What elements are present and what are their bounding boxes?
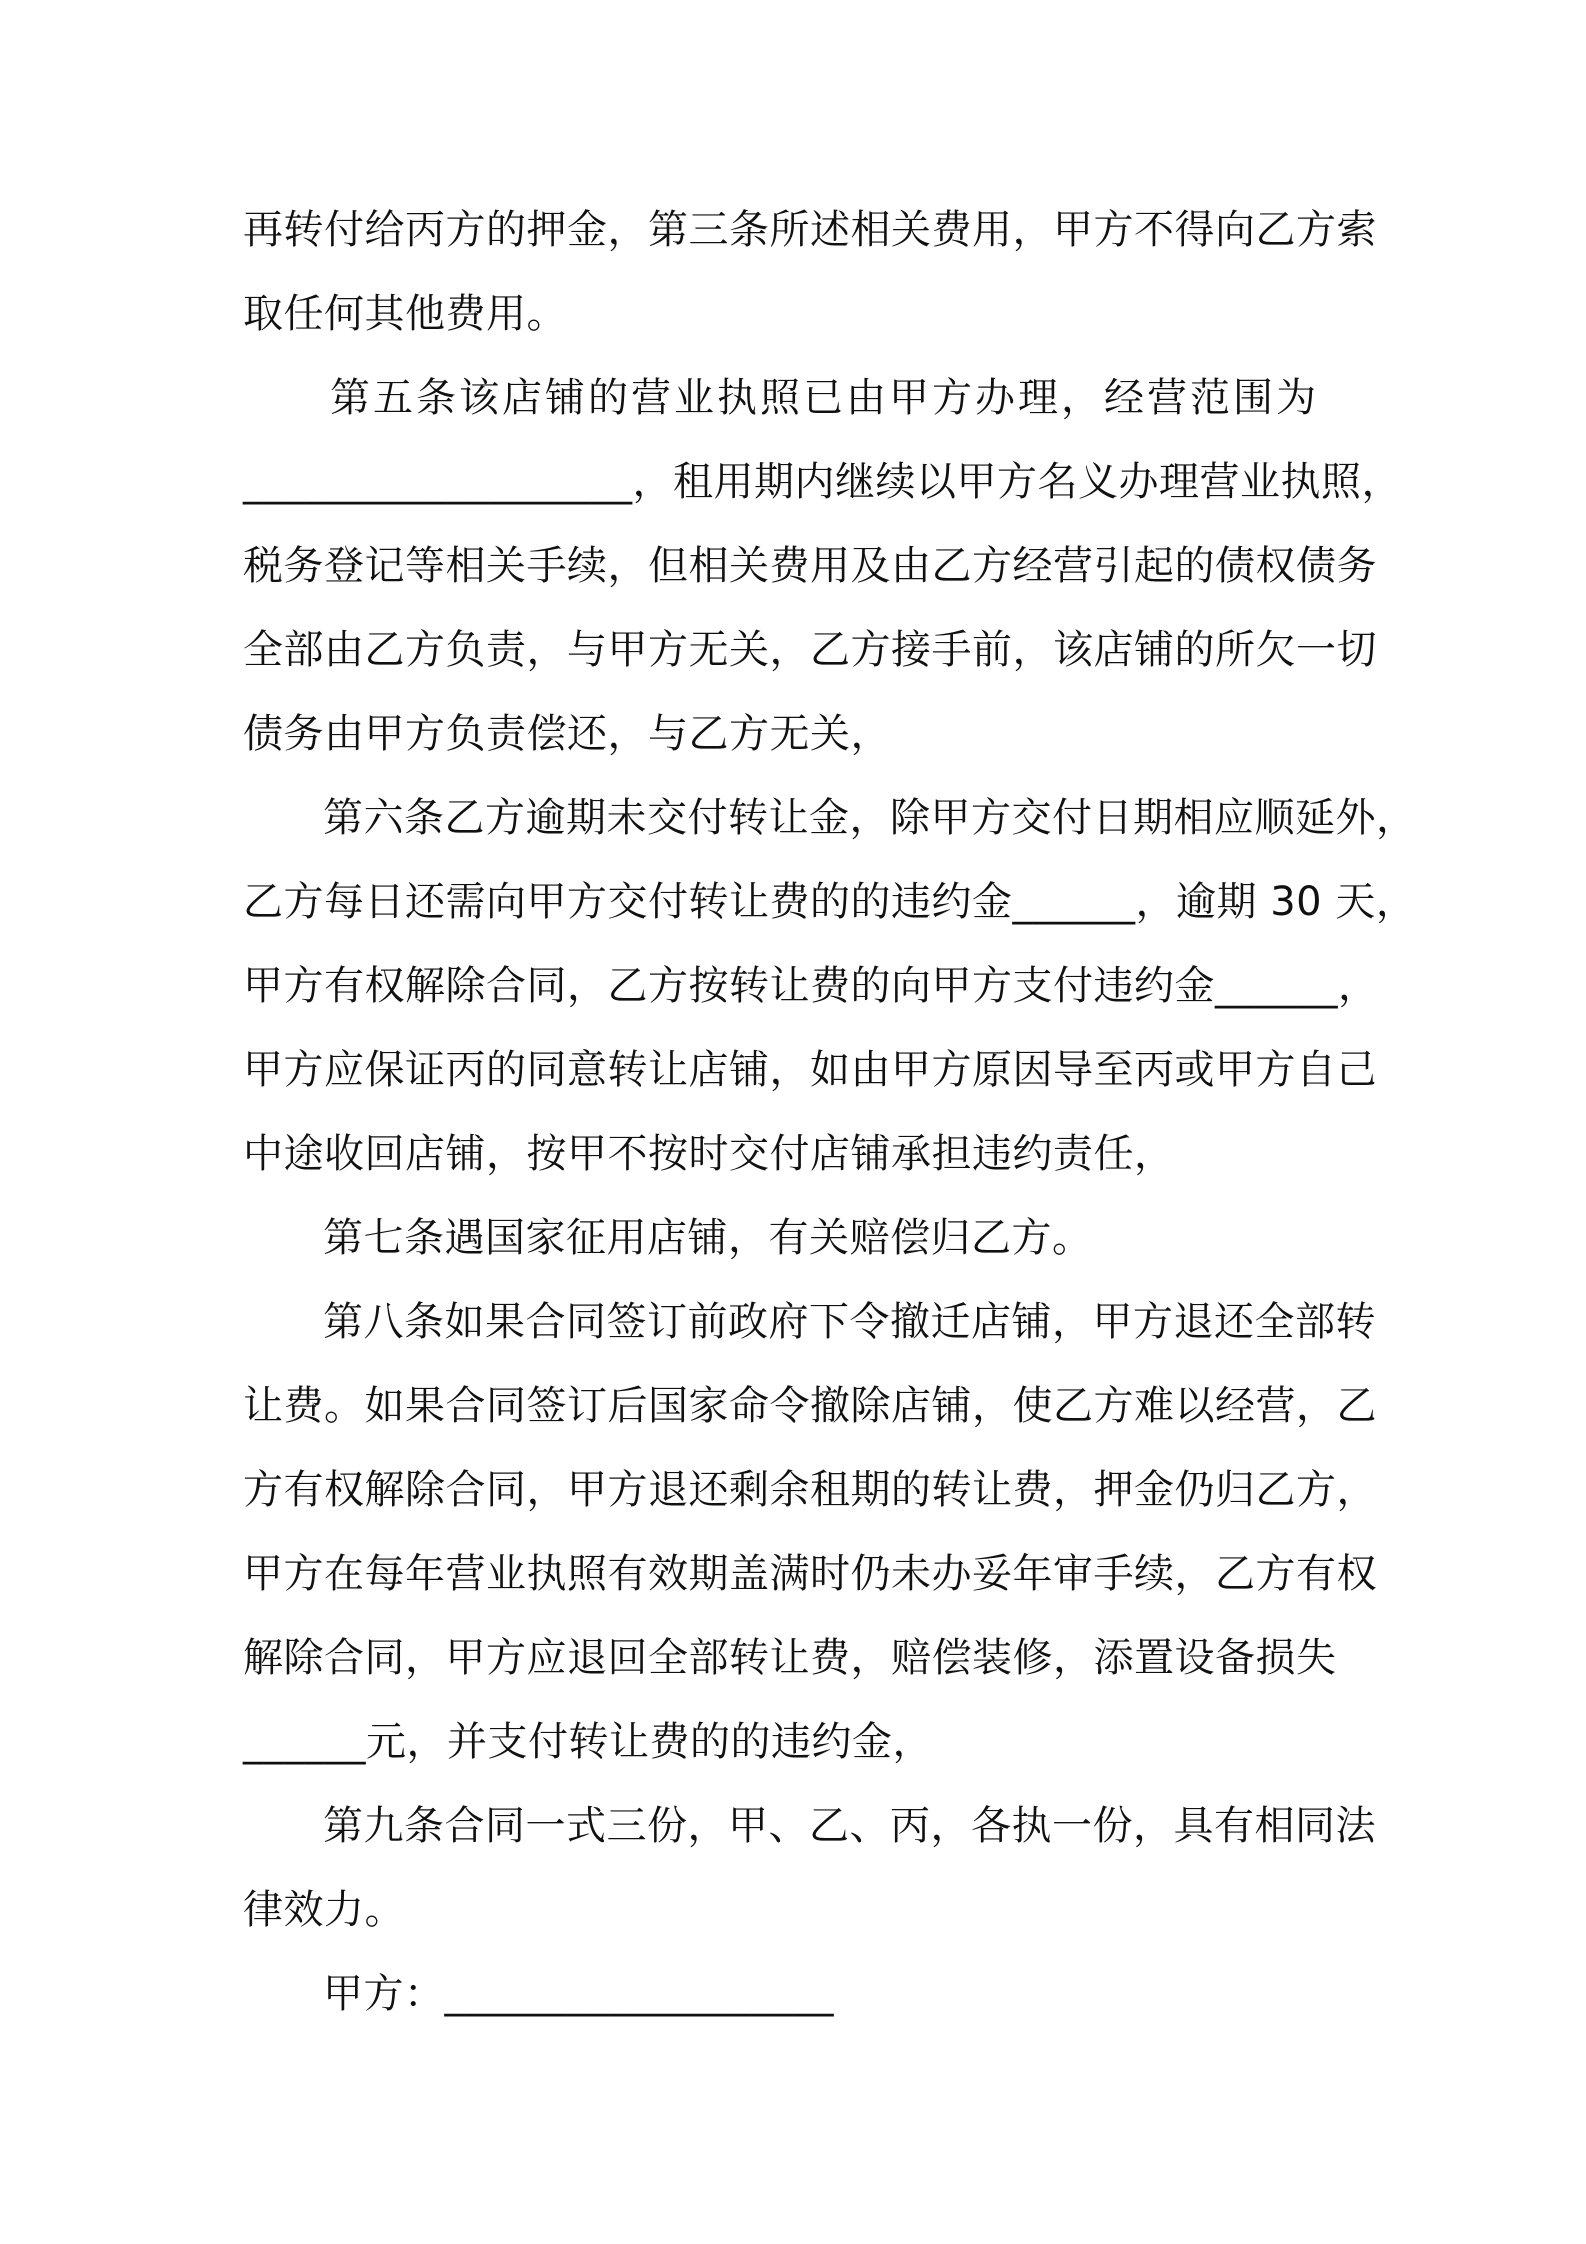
text-line [0, 1112, 1586, 1196]
article-8-heading-line [0, 1280, 1586, 1364]
text-line [0, 1616, 1586, 1700]
article-9-heading-line [0, 1784, 1586, 1868]
line-text: 第五条该店铺的营业执照已由甲方办理，经营范围为 [330, 375, 1319, 421]
line-text: 甲方有权解除合同，乙方按转让费的向甲方支付违约金______， [243, 963, 1379, 1009]
text-line [0, 860, 1586, 944]
text-line [0, 692, 1586, 776]
text-line [0, 1532, 1586, 1616]
line-text: ______元，并支付转让费的的违约金， [243, 1719, 933, 1765]
party-a-label: 甲方：___________________ [323, 1971, 834, 2017]
line-text: 第九条合同一式三份，甲、乙、丙，各执一份，具有相同法 [323, 1803, 1376, 1849]
line-text: 律效力。 [243, 1887, 405, 1933]
line-text: 中途收回店铺，按甲不按时交付店铺承担违约责任， [243, 1131, 1175, 1177]
line-text: 取任何其他费用。 [243, 291, 567, 337]
line-text: 第八条如果合同签订前政府下令撤迁店铺，甲方退还全部转 [323, 1299, 1376, 1345]
line-text: 甲方在每年营业执照有效期盖满时仍未办妥年审手续，乙方有权 [243, 1551, 1377, 1597]
line-text: 第七条遇国家征用店铺，有关赔偿归乙方。 [323, 1215, 1093, 1261]
text-line [0, 1448, 1586, 1532]
line-text: 方有权解除合同，甲方退还剩余租期的转让费，押金仍归乙方， [243, 1467, 1377, 1513]
article-6-heading-line [0, 776, 1586, 860]
line-text: 让费。如果合同签订后国家命令撤除店铺，使乙方难以经营，乙 [243, 1383, 1377, 1429]
article-7-line [0, 1196, 1586, 1280]
article-5-heading-line [0, 356, 1586, 440]
text-line [0, 440, 1586, 524]
line-text: 再转付给丙方的押金，第三条所述相关费用，甲方不得向乙方索 [243, 207, 1377, 253]
line-text: 乙方每日还需向甲方交付转让费的的违约金______，逾期 30 天， [243, 879, 1417, 925]
line-text: ___________________，租用期内继续以甲方名义办理营业执照， [243, 459, 1402, 505]
text-line [0, 944, 1586, 1028]
party-a-signature-line [0, 1952, 1586, 2036]
text-line [0, 1700, 1586, 1784]
text-line [0, 1364, 1586, 1448]
line-text: 债务由甲方负责偿还，与乙方无关， [243, 711, 891, 757]
text-line [0, 1868, 1586, 1952]
text-line [0, 524, 1586, 608]
line-text: 甲方应保证丙的同意转让店铺，如由甲方原因导至丙或甲方自己 [243, 1047, 1377, 1093]
text-line [0, 272, 1586, 356]
text-line [0, 188, 1586, 272]
text-line [0, 1028, 1586, 1112]
line-text: 税务登记等相关手续，但相关费用及由乙方经营引起的债权债务 [243, 543, 1377, 589]
text-line [0, 608, 1586, 692]
line-text: 全部由乙方负责，与甲方无关，乙方接手前，该店铺的所欠一切 [243, 627, 1377, 673]
line-text: 解除合同，甲方应退回全部转让费，赔偿装修，添置设备损失 [243, 1635, 1337, 1681]
line-text: 第六条乙方逾期未交付转让金，除甲方交付日期相应顺延外， [323, 795, 1417, 841]
